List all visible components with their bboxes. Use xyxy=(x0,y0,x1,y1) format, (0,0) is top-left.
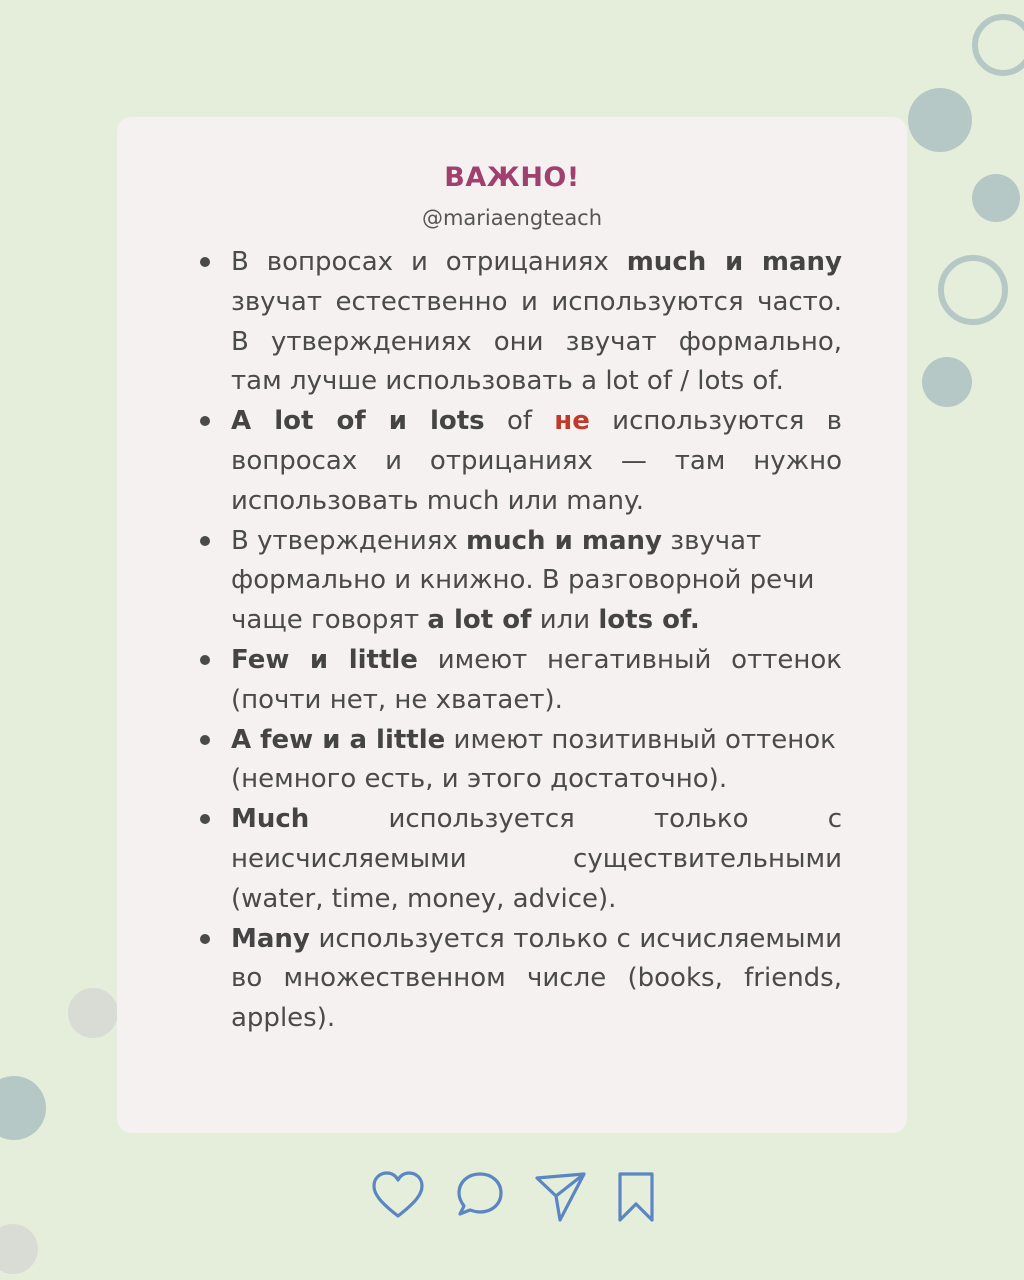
rule-keyword: Few и little xyxy=(231,644,418,675)
rule-keyword: Many xyxy=(231,923,310,954)
bullet-icon xyxy=(200,934,210,944)
author-handle: @mariaengteach xyxy=(421,206,603,230)
rules-list xyxy=(200,243,842,1039)
decorative-dot-mid-right xyxy=(922,357,972,407)
bookmark-icon[interactable] xyxy=(616,1168,656,1229)
rule-text: В утверждениях xyxy=(231,525,467,556)
rule-item xyxy=(200,920,842,1039)
card-title: ВАЖНО! xyxy=(444,162,580,193)
rule-keyword: Much xyxy=(231,804,310,835)
decorative-ring-top-right xyxy=(972,14,1024,76)
bullet-icon xyxy=(200,416,210,426)
comment-icon[interactable] xyxy=(454,1168,506,1229)
rule-item xyxy=(200,641,842,721)
rule-keyword: A few и a little xyxy=(231,724,446,755)
bullet-icon xyxy=(200,814,210,824)
rule-text: звучат формально и книжно. В разговорной речи чаще говорят xyxy=(231,525,815,636)
rule-text: имеют негативный оттенок (почти нет, не хватает). xyxy=(231,644,842,715)
rule-text: имеют позитивный оттенок (немного есть, и этого достаточно). xyxy=(231,724,836,795)
rule-item xyxy=(200,522,842,641)
rule-emphasis-negation: не xyxy=(554,406,590,437)
bullet-icon xyxy=(200,257,210,267)
bullet-icon xyxy=(200,536,210,546)
rule-text: используется только с исчисляемыми во множественном числе (books, friends, apples). xyxy=(231,923,842,1034)
rule-text: звучат естественно и используются часто. В утверждениях они звучат формально, там лучше использовать a lot of / lots of. xyxy=(231,286,842,397)
rule-item xyxy=(200,800,842,919)
rule-keyword: lots of. xyxy=(598,605,700,636)
heart-icon[interactable] xyxy=(370,1168,426,1229)
decorative-dot-grey-bottom-left xyxy=(0,1224,38,1274)
rule-text: используется только с неисчисляемыми существительными (water, time, money, advice). xyxy=(231,804,842,914)
rule-keyword: A lot of и lots xyxy=(231,406,485,437)
decorative-dot-teal-left xyxy=(0,1076,46,1140)
rule-item xyxy=(200,721,842,801)
rule-item xyxy=(200,243,842,402)
rule-item xyxy=(200,402,842,521)
decorative-ring-right xyxy=(938,255,1008,325)
rule-keyword: much и many xyxy=(626,247,842,277)
bullet-icon xyxy=(200,735,210,745)
rule-text: of xyxy=(484,406,555,437)
rule-text: используются в вопросах и отрицаниях — там нужно использовать much или many. xyxy=(231,406,843,516)
action-bar xyxy=(370,1168,660,1228)
rule-text: В вопросах и отрицаниях xyxy=(231,247,627,277)
rule-keyword: a lot of xyxy=(427,605,532,636)
decorative-dot-grey-left xyxy=(68,988,118,1038)
rule-text: или xyxy=(531,605,599,636)
decorative-dot-large-right xyxy=(908,88,972,152)
bullet-icon xyxy=(200,655,210,665)
send-icon[interactable] xyxy=(534,1168,588,1229)
rule-keyword: much и many xyxy=(466,525,662,556)
